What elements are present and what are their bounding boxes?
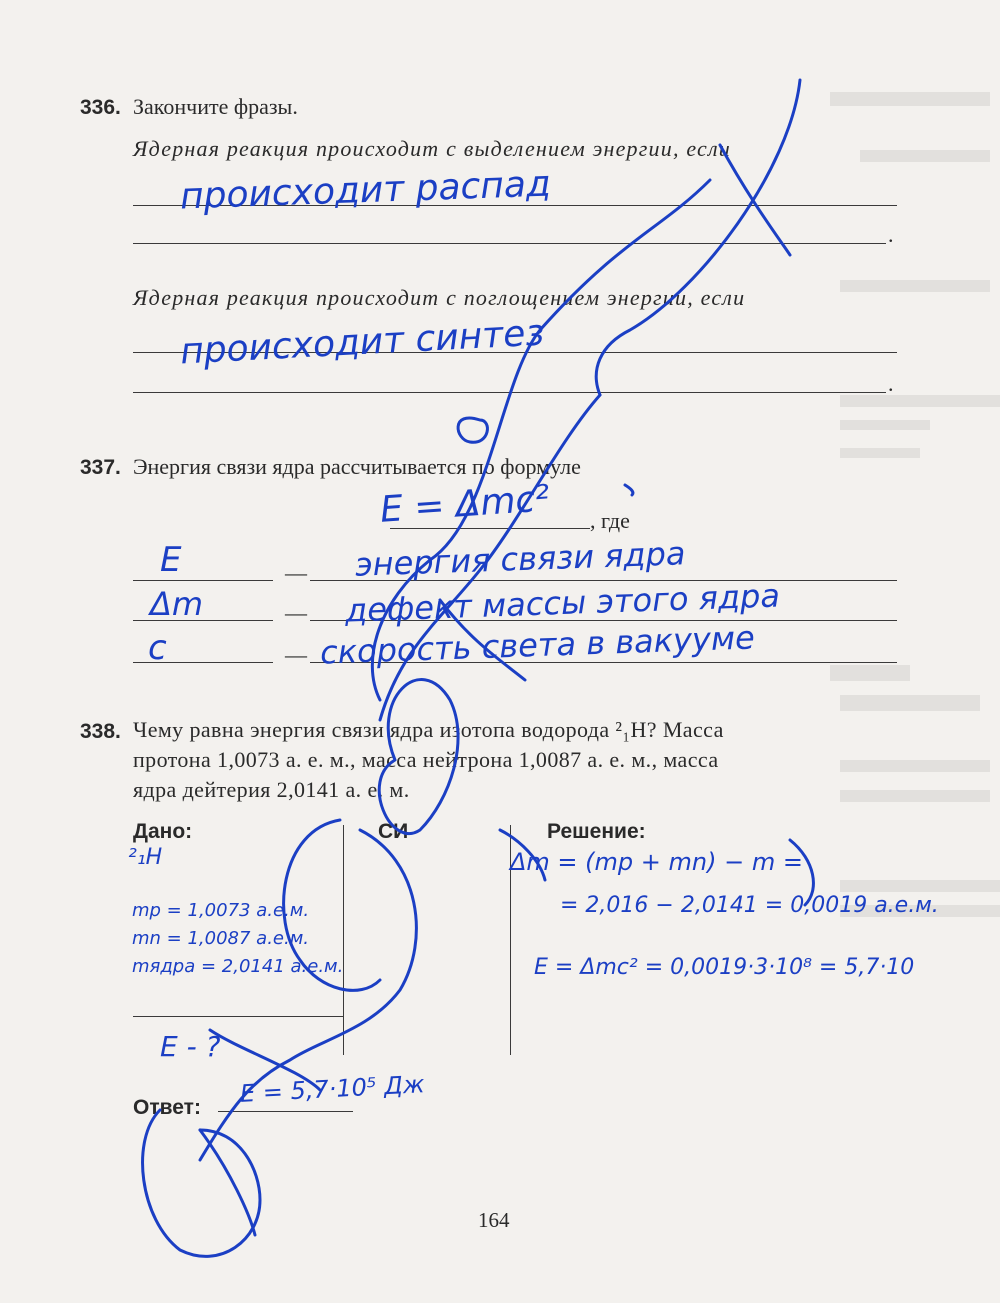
task-338-line-1: Чему равна энергия связи ядра изотопа водорода ²₁H? Масса [133, 717, 724, 742]
task-336-sentence-2: Ядерная реакция происходит с поглощением энергии, если [133, 285, 746, 310]
handwritten-solution-line: Δm = (mp + mn) − m = [510, 848, 803, 876]
handwritten-answer-1: происходит распад [179, 163, 552, 218]
task-338-number: 338. [80, 720, 121, 743]
period: . [888, 371, 894, 396]
dash: — [285, 642, 307, 667]
handwritten-given: mn = 1,0087 а.е.м. [132, 928, 310, 949]
task-337-prompt: Энергия связи ядра рассчитывается по формуле [133, 454, 581, 479]
handwritten-formula: E = Δmc² [378, 478, 551, 531]
dash: — [285, 600, 307, 625]
answer-line [133, 243, 886, 244]
handwritten-answer-2: происходит синтез [179, 312, 546, 373]
handwritten-given: mp = 1,0073 а.е.м. [132, 900, 310, 921]
handwritten-meaning: дефект массы этого ядра [344, 576, 781, 630]
handwritten-given: mядра = 2,0141 а.е.м. [132, 956, 344, 977]
task-336-number: 336. [80, 96, 121, 119]
handwritten-symbol: c [148, 628, 167, 668]
task-337-number: 337. [80, 456, 121, 479]
handwritten-given: ²₁H [128, 845, 163, 870]
si-header: СИ [378, 820, 409, 843]
page-number: 164 [478, 1208, 510, 1232]
column-divider [343, 825, 344, 1055]
answer-label: Ответ: [133, 1096, 201, 1119]
handwritten-solution-line: E = Δmc² = 0,0019·3·10⁸ = 5,7·10 [534, 955, 915, 980]
handwritten-symbol: E [160, 540, 182, 580]
handwritten-meaning: скорость света в вакууме [319, 618, 756, 672]
period: . [888, 222, 894, 247]
handwritten-meaning: энергия связи ядра [354, 534, 687, 584]
task-338-line-2: протона 1,0073 а. е. м., масса нейтрона 1,0087 а. е. м., масса [133, 747, 719, 772]
where-label: , где [590, 508, 630, 533]
handwritten-find: E - ? [160, 1030, 221, 1063]
solution-header: Решение: [547, 820, 646, 843]
answer-line [218, 1111, 353, 1112]
dash: — [285, 560, 307, 585]
task-336-prompt: Закончите фразы. [133, 94, 298, 119]
handwritten-solution-line: = 2,016 − 2,0141 = 0,0019 а.е.м. [560, 893, 939, 918]
answer-line [133, 392, 886, 393]
handwritten-answer: E = 5,7·10⁵ Дж [239, 1070, 426, 1108]
given-separator [133, 1016, 343, 1017]
symbol-line [133, 580, 273, 581]
handwritten-symbol: Δm [150, 585, 204, 623]
given-header: Дано: [133, 820, 193, 843]
task-336-sentence-1: Ядерная реакция происходит с выделением энергии, если [133, 136, 731, 161]
task-338-line-3: ядра дейтерия 2,0141 а. е. м. [133, 777, 410, 802]
